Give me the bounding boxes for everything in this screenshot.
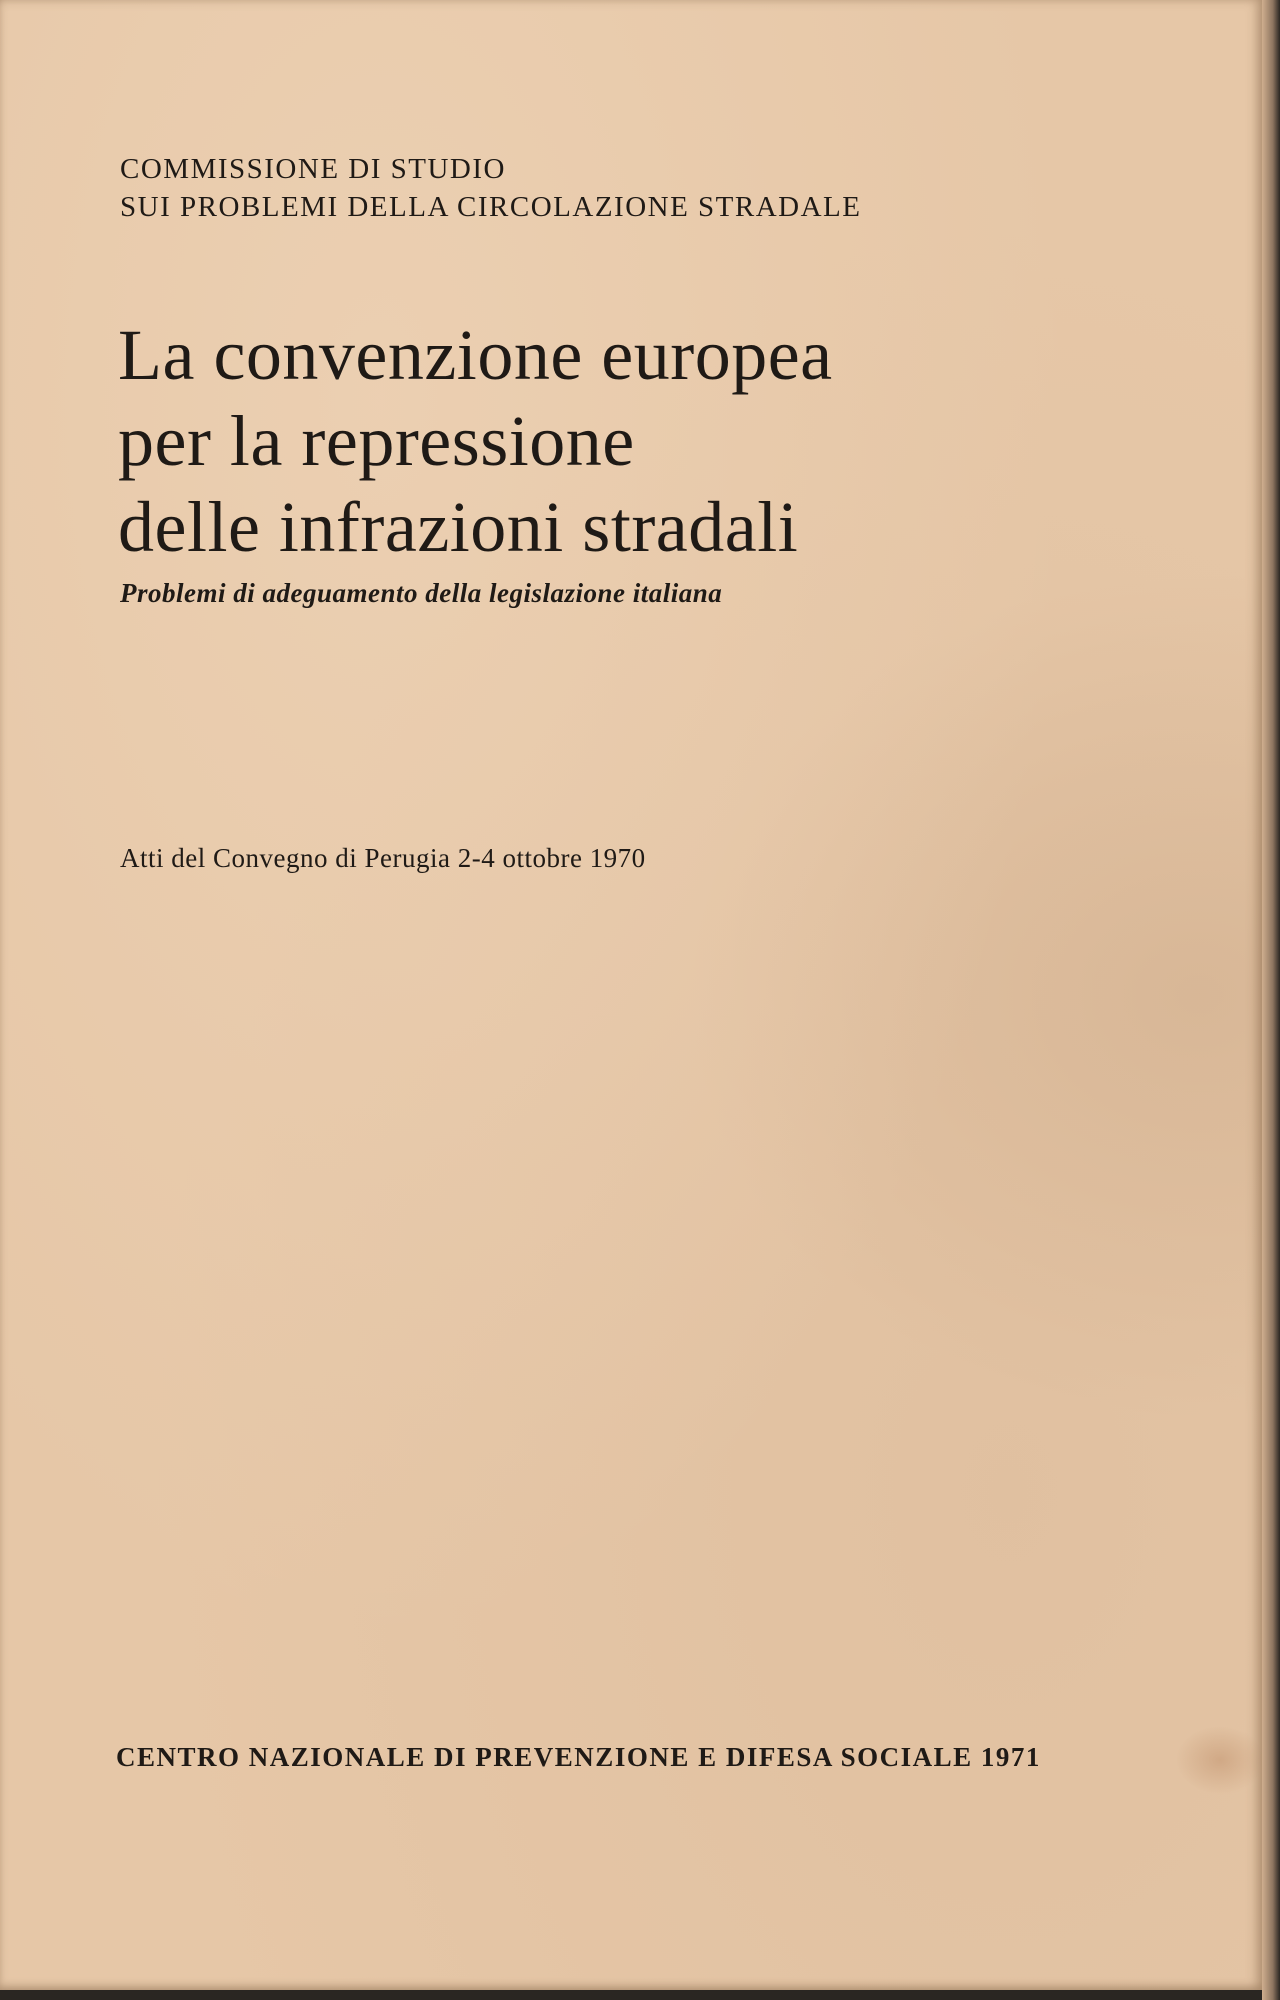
commission-header-line-2: SUI PROBLEMI DELLA CIRCOLAZIONE STRADALE [120,191,862,223]
book-subtitle: Problemi di adeguamento della legislazione italiana [120,578,723,608]
publisher-imprint: CENTRO NAZIONALE DI PREVENZIONE E DIFESA SOCIALE 1971 [116,1742,1041,1772]
paper-stain [1175,1725,1265,1795]
book-title-line-1: La convenzione europea [118,315,833,395]
book-title-line-2: per la repressione [118,401,635,481]
conference-proceedings-note: Atti del Convegno di Perugia 2-4 ottobre 1970 [120,843,646,873]
book-title-line-3: delle infrazioni stradali [118,487,799,567]
book-title [118,312,1078,570]
commission-header-line-1: COMMISSIONE DI STUDIO [120,153,506,185]
commission-header [120,150,862,226]
cover-edge [1262,0,1280,2000]
